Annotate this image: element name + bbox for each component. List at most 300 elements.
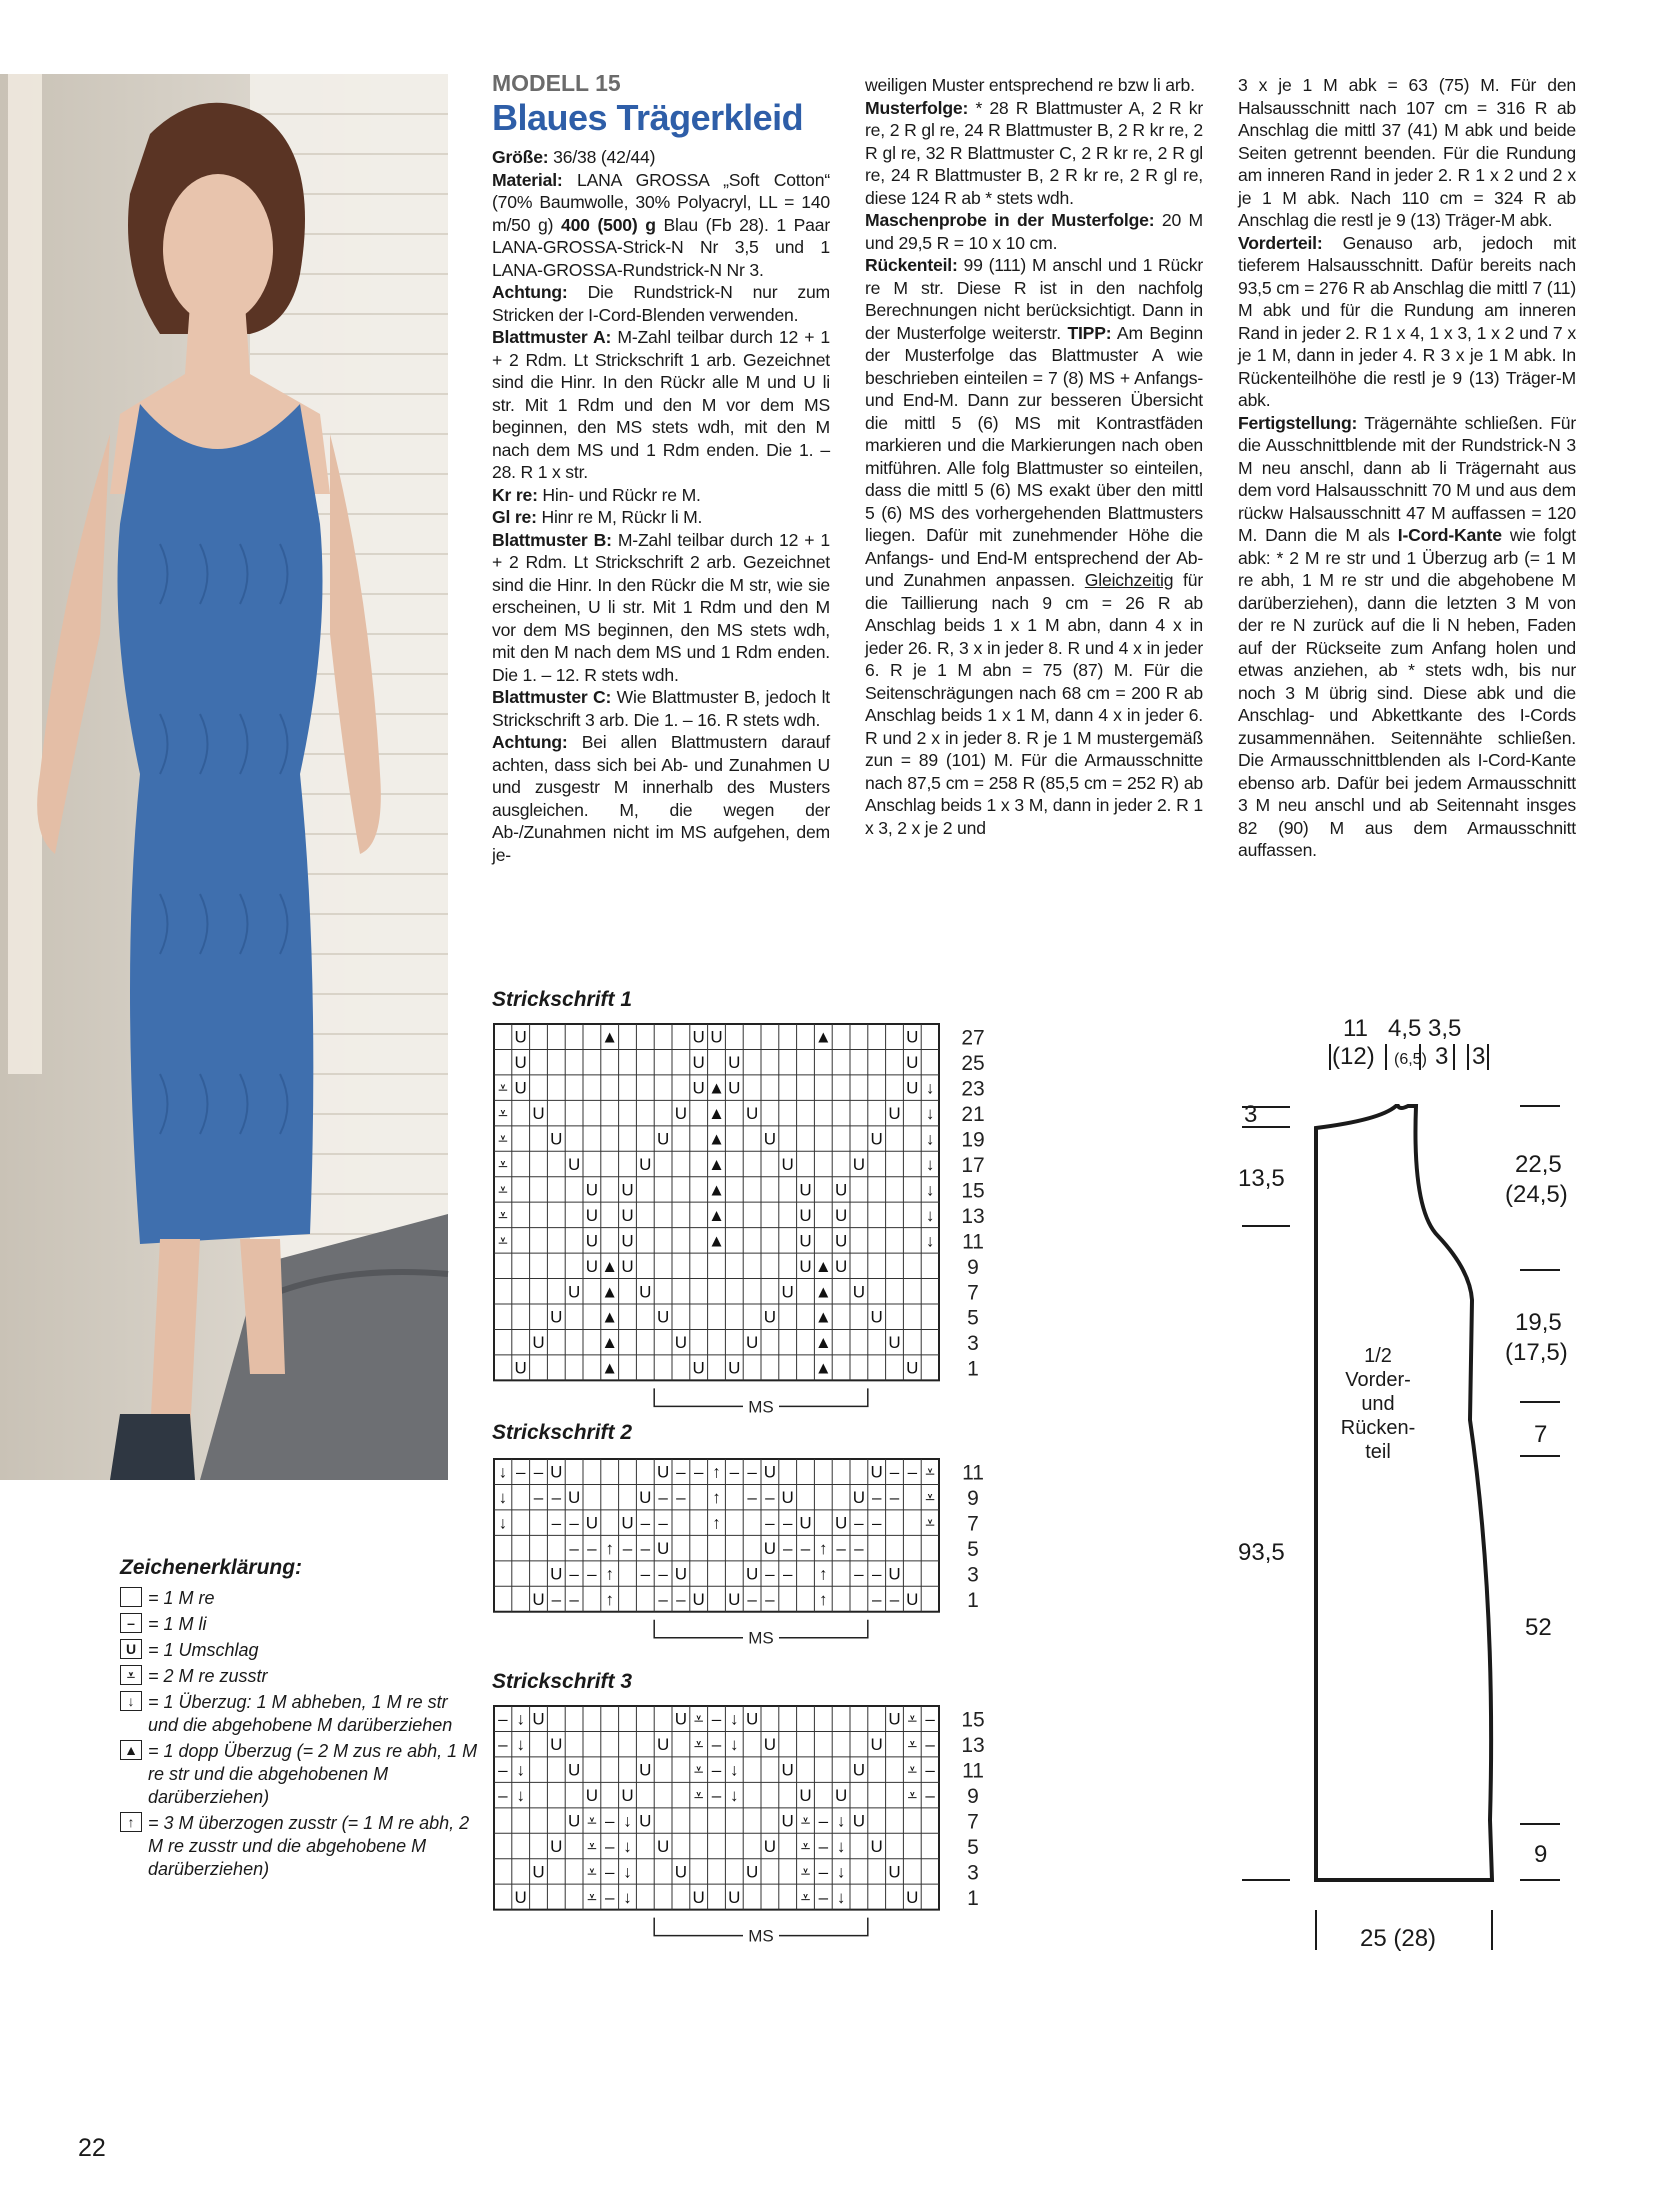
ms-label: MS xyxy=(748,1628,774,1648)
chart-symbol: – xyxy=(658,1513,668,1533)
chart-symbol: ↓ xyxy=(516,1735,525,1755)
chart-symbol: U xyxy=(745,1862,759,1882)
chart-symbol: ↑ xyxy=(819,1589,828,1609)
chart-symbol: ↑ xyxy=(605,1564,614,1584)
row-number: 5 xyxy=(967,1538,979,1562)
chart-symbol: – xyxy=(747,1488,757,1508)
chart-symbol: – xyxy=(889,1462,900,1482)
chart-symbol: ▲ xyxy=(708,1129,725,1149)
page-number: 22 xyxy=(78,2134,106,2162)
dim-left-3: 3 xyxy=(1244,1101,1258,1128)
dim-top-3: 3,5 xyxy=(1428,1015,1462,1042)
paragraph: Gl re: Hinr re M, Rückr li M. xyxy=(492,507,703,527)
chart-symbol: U xyxy=(585,1256,599,1276)
chart-symbol: U xyxy=(639,1154,652,1174)
chart-symbol: – xyxy=(658,1488,668,1508)
row-number: 3 xyxy=(967,1563,979,1587)
page-title: Blaues Trägerkleid xyxy=(492,97,804,138)
paragraph: Blattmuster A: M-Zahl teilbar durch 12 + 1 + 2 Rdm. Lt Strickschrift 1 arb. Gezeichnet sind die Hinr. In den Rückr alle M und U li str. Mit 1 Rdm und den M vor dem MS beginnen, den MS stets wdh, mit den M nach dem MS und 1 Rdm enden. Die 1. – 28. R 1 x str. xyxy=(492,327,831,482)
knitting-chart-2 xyxy=(490,1455,1160,1655)
chart-symbol: – xyxy=(747,1462,757,1482)
dash-box-icon: – xyxy=(120,1613,142,1633)
dim-top-2b: (6,5) xyxy=(1394,1051,1427,1068)
row-number: 9 xyxy=(967,1255,979,1279)
knitting-chart-3 xyxy=(490,1702,1160,1952)
chart-symbol: – xyxy=(800,1539,811,1559)
legend-title: Zeichenerklärung: xyxy=(120,1556,303,1579)
chart-symbol: ↓ xyxy=(730,1786,739,1806)
chart-symbol: – xyxy=(604,1811,615,1831)
chart-symbol: – xyxy=(925,1735,935,1755)
dim-top-3c: 3 xyxy=(1472,1043,1486,1070)
chart-symbol: U xyxy=(639,1760,652,1780)
chart-symbol: – xyxy=(711,1709,722,1729)
chart-symbol: U xyxy=(674,1564,688,1584)
chart-symbol: – xyxy=(533,1462,544,1482)
chart-symbol: ↓ xyxy=(836,1862,846,1882)
chart-symbol: ↑ xyxy=(712,1462,721,1482)
chart-symbol: ⩡ xyxy=(498,1205,508,1225)
paragraph: Maschenprobe in der Musterfolge: 20 M und 29,5 R = 10 x 10 cm. xyxy=(865,210,1203,253)
chart-symbol: U xyxy=(728,1887,741,1907)
chart-symbol: U xyxy=(550,1307,563,1327)
chart-symbol: U xyxy=(621,1231,634,1251)
chart-symbol: – xyxy=(765,1488,775,1508)
row-number: 3 xyxy=(967,1332,979,1356)
row-number: 5 xyxy=(967,1306,979,1330)
chart-symbol: ⩡ xyxy=(693,1735,704,1755)
chart-symbol: ↑ xyxy=(819,1539,828,1559)
dim-top-2: 4,5 xyxy=(1388,1015,1422,1042)
dim-bottom: 25 (28) xyxy=(1360,1925,1437,1952)
chart-symbol: – xyxy=(765,1513,775,1533)
chart-symbol: ↓ xyxy=(623,1887,632,1907)
chart-symbol: ▲ xyxy=(708,1104,725,1124)
row-number: 3 xyxy=(967,1861,979,1885)
chart-symbol: ↓ xyxy=(836,1887,846,1907)
chart-symbol: – xyxy=(818,1887,829,1907)
chart-symbol: – xyxy=(569,1589,579,1609)
chart-symbol: U xyxy=(532,1862,545,1882)
chart-symbol: – xyxy=(551,1513,562,1533)
dim-right-195: 19,5 xyxy=(1515,1309,1562,1336)
center-label-1: 1/2 xyxy=(1364,1345,1392,1367)
chart-symbol: – xyxy=(782,1513,793,1533)
chart-symbol: ↓ xyxy=(623,1836,632,1856)
dim-right-52: 52 xyxy=(1525,1614,1552,1641)
chart-symbol: U xyxy=(799,1513,812,1533)
row-number: 15 xyxy=(961,1179,985,1203)
chart-symbol: U xyxy=(621,1786,634,1806)
chart-symbol: ▲ xyxy=(814,1333,832,1353)
chart-symbol: ⩡ xyxy=(587,1887,597,1907)
chart-symbol: – xyxy=(676,1462,686,1482)
chart-symbol: – xyxy=(925,1760,935,1780)
chart-symbol: ▲ xyxy=(601,1333,619,1353)
chart-symbol: U xyxy=(639,1488,652,1508)
down-arrow-icon: ↓ xyxy=(120,1691,142,1711)
chart-symbol: U xyxy=(585,1786,599,1806)
legend-item: – = 1 M li xyxy=(120,1613,480,1636)
chart-symbol: U xyxy=(799,1256,812,1276)
chart-symbol: ↓ xyxy=(925,1129,935,1149)
chart-symbol: – xyxy=(871,1513,882,1533)
chart-symbol: ▲ xyxy=(601,1307,619,1327)
legend-item: ▲ = 1 dopp Überzug (= 2 M zus re abh, 1 M re str und die abgehobenen M darüberziehen) xyxy=(120,1740,480,1809)
up-arrow-icon: ↑ xyxy=(120,1812,142,1832)
chart-symbol: ↓ xyxy=(730,1760,739,1780)
chart-symbol: U xyxy=(567,1760,581,1780)
chart-symbol: ↓ xyxy=(498,1488,508,1508)
chart-symbol: U xyxy=(585,1205,599,1225)
chart-symbol: ↓ xyxy=(623,1811,632,1831)
chart-symbol: U xyxy=(763,1836,777,1856)
chart-symbol: U xyxy=(674,1104,688,1124)
dim-right-245: (24,5) xyxy=(1505,1181,1568,1208)
chart-symbol: ↑ xyxy=(712,1513,721,1533)
chart-symbol: ▲ xyxy=(708,1154,725,1174)
paragraph: weiligen Muster entsprechend re bzw li arb. xyxy=(865,75,1195,95)
center-label-5: teil xyxy=(1365,1441,1391,1463)
legend-item: U = 1 Umschlag xyxy=(120,1639,480,1662)
chart-symbol: – xyxy=(658,1564,668,1584)
chart-symbol: ▲ xyxy=(814,1027,832,1047)
chart-symbol: ⩡ xyxy=(907,1786,918,1806)
chart-symbol: U xyxy=(852,1488,866,1508)
row-number: 9 xyxy=(967,1785,979,1809)
legend-item: ↑ = 3 M überzogen zusstr (= 1 M re abh, 2 M re zusstr und die abgehobene M darüberziehen) xyxy=(120,1812,480,1881)
chart-symbol: ⩡ xyxy=(587,1862,597,1882)
chart-symbol: U xyxy=(834,1231,848,1251)
chart-2-title: Strickschrift 2 xyxy=(492,1421,633,1444)
chart-symbol: ▲ xyxy=(601,1256,619,1276)
chart-symbol: U xyxy=(799,1786,812,1806)
chart-symbol: ↑ xyxy=(605,1539,614,1559)
chart-symbol: U xyxy=(674,1862,688,1882)
chart-symbol: U xyxy=(514,1887,527,1907)
chart-symbol: – xyxy=(818,1836,829,1856)
dim-top-3b: 3 xyxy=(1435,1043,1449,1070)
chart-symbol: – xyxy=(711,1735,722,1755)
row-number: 13 xyxy=(961,1734,985,1758)
chart-symbol: ↓ xyxy=(925,1104,935,1124)
chart-symbol: U xyxy=(710,1027,723,1047)
chart-symbol: U xyxy=(763,1307,777,1327)
chart-symbol: U xyxy=(585,1180,599,1200)
chart-symbol: ▲ xyxy=(814,1282,832,1302)
chart-symbol: ↓ xyxy=(925,1205,935,1225)
chart-symbol: – xyxy=(569,1513,579,1533)
chart-symbol: – xyxy=(889,1488,900,1508)
chart-symbol: ↓ xyxy=(836,1836,846,1856)
chart-symbol: U xyxy=(799,1180,812,1200)
chart-symbol: – xyxy=(889,1589,900,1609)
center-label-4: Rücken- xyxy=(1340,1417,1416,1439)
chart-symbol: U xyxy=(550,1564,563,1584)
chart-symbol: U xyxy=(781,1811,794,1831)
chart-symbol: ⩡ xyxy=(907,1760,918,1780)
chart-symbol: U xyxy=(728,1589,741,1609)
chart-symbol: U xyxy=(692,1589,705,1609)
chart-symbol: – xyxy=(854,1513,864,1533)
chart-symbol: U xyxy=(514,1053,527,1073)
chart-symbol: ↑ xyxy=(712,1488,721,1508)
chart-symbol: U xyxy=(656,1129,670,1149)
row-number: 21 xyxy=(961,1103,985,1127)
center-label-2: Vorder- xyxy=(1345,1369,1411,1391)
chart-symbol: U xyxy=(621,1180,634,1200)
chart-symbol: – xyxy=(569,1564,579,1584)
chart-symbol: ▲ xyxy=(814,1358,832,1378)
center-label-3: und xyxy=(1361,1393,1395,1415)
chart-symbol: ⩡ xyxy=(800,1887,811,1907)
chart-symbol: U xyxy=(621,1256,634,1276)
chart-symbol: – xyxy=(782,1539,793,1559)
chart-symbol: U xyxy=(888,1104,901,1124)
chart-symbol: U xyxy=(585,1231,599,1251)
chart-symbol: – xyxy=(604,1862,615,1882)
chart-symbol: U xyxy=(674,1709,688,1729)
dim-left-135: 13,5 xyxy=(1238,1165,1285,1192)
paragraph: Vorderteil: Genauso arb, jedoch mit tieferem Halsausschnitt. Dafür bereits nach 93,5 cm = 276 R ab Anschlag die mittl 7 (11) M abk und für die Rundung am inneren Rand in jeder 2. R 1 x 4, 1 x 3, 1 x 2 und 7 x je 1 M, dann in jeder 4. R 3 x je 1 M abk. In Rückenteilhöhe die restl je 9 (13) Träger-M abk. xyxy=(1238,232,1576,410)
chart-symbol: U xyxy=(781,1488,794,1508)
dim-right-225: 22,5 xyxy=(1515,1151,1562,1178)
text-column-1 xyxy=(492,70,830,866)
chart-symbol: U xyxy=(656,1836,670,1856)
chart-symbol: – xyxy=(765,1564,775,1584)
chart-symbol: U xyxy=(906,1358,919,1378)
chart-symbol: ▲ xyxy=(601,1282,619,1302)
chart-symbol: U xyxy=(692,1887,705,1907)
chart-symbol: U xyxy=(834,1256,848,1276)
chart-symbol: ⩡ xyxy=(907,1735,918,1755)
legend xyxy=(120,1556,480,1884)
u-box-icon: U xyxy=(120,1639,142,1659)
chart-symbol: U xyxy=(745,1104,759,1124)
chart-symbol: U xyxy=(550,1836,563,1856)
chart-symbol: – xyxy=(925,1786,935,1806)
paragraph: Größe: 36/38 (42/44) xyxy=(492,147,656,167)
modell-label: MODELL 15 xyxy=(492,70,621,96)
chart-symbol: U xyxy=(781,1282,794,1302)
chart-symbol: – xyxy=(782,1564,793,1584)
chart-symbol: – xyxy=(569,1539,579,1559)
chart-symbol: ↓ xyxy=(925,1154,935,1174)
chart-symbol: U xyxy=(852,1282,866,1302)
chart-symbol: – xyxy=(551,1488,562,1508)
chart-symbol: – xyxy=(711,1786,722,1806)
chart-symbol: U xyxy=(834,1180,848,1200)
chart-symbol: U xyxy=(674,1333,688,1353)
chart-3-title: Strickschrift 3 xyxy=(492,1670,633,1693)
chart-symbol: ⩡ xyxy=(800,1836,811,1856)
chart-symbol: U xyxy=(567,1154,581,1174)
chart-symbol: U xyxy=(852,1154,866,1174)
chart-symbol: U xyxy=(834,1205,848,1225)
chart-symbol: – xyxy=(729,1462,740,1482)
chart-symbol: – xyxy=(854,1539,864,1559)
chart-symbol: ▲ xyxy=(708,1180,725,1200)
row-number: 23 xyxy=(961,1077,985,1101)
chart-symbol: ⩡ xyxy=(925,1462,935,1482)
ms-label: MS xyxy=(748,1397,774,1417)
chart-symbol: U xyxy=(888,1862,901,1882)
chart-symbol: U xyxy=(514,1078,527,1098)
chart-symbol: U xyxy=(745,1709,759,1729)
chart-symbol: ⩡ xyxy=(925,1488,935,1508)
chart-symbol: ⩡ xyxy=(587,1836,597,1856)
chart-symbol: U xyxy=(906,1589,919,1609)
garment-schematic xyxy=(1220,1000,1640,1980)
row-number: 5 xyxy=(967,1835,979,1859)
dim-right-9: 9 xyxy=(1534,1841,1548,1868)
row-number: 15 xyxy=(961,1708,985,1732)
chart-symbol: U xyxy=(870,1836,883,1856)
chart-symbol: – xyxy=(658,1589,668,1609)
chart-symbol: U xyxy=(888,1333,901,1353)
chart-symbol: – xyxy=(676,1589,686,1609)
chart-symbol: U xyxy=(514,1027,527,1047)
chart-symbol: U xyxy=(763,1735,777,1755)
chart-symbol: ⩡ xyxy=(498,1154,508,1174)
chart-symbol: ↓ xyxy=(516,1709,525,1729)
chart-symbol: U xyxy=(906,1053,919,1073)
paragraph: Achtung: Die Rundstrick-N nur zum Stricken der I-Cord-Blenden verwenden. xyxy=(492,282,830,325)
chart-symbol: U xyxy=(656,1539,670,1559)
chart-symbol: ▲ xyxy=(814,1307,832,1327)
chart-symbol: U xyxy=(781,1760,794,1780)
chart-symbol: – xyxy=(587,1564,597,1584)
paragraph: Blattmuster C: Wie Blattmuster B, jedoch lt Strickschrift 3 arb. Die 1. – 16. R stets wdh. xyxy=(492,687,830,730)
chart-symbol: – xyxy=(498,1735,508,1755)
chart-symbol: ↓ xyxy=(623,1862,632,1882)
chart-symbol: – xyxy=(604,1836,615,1856)
dim-top-1: 11 xyxy=(1343,1015,1368,1042)
chart-symbol: ↑ xyxy=(819,1564,828,1584)
row-number: 9 xyxy=(967,1487,979,1511)
chart-symbol: U xyxy=(799,1205,812,1225)
chart-symbol: – xyxy=(515,1462,526,1482)
chart-symbol: – xyxy=(676,1488,686,1508)
k2tog-icon: ⩡ xyxy=(120,1665,142,1685)
chart-symbol: – xyxy=(765,1589,775,1609)
chart-symbol: U xyxy=(550,1735,563,1755)
paragraph: Blattmuster B: M-Zahl teilbar durch 12 + 1 + 2 Rdm. Lt Strickschrift 2 arb. Gezeichnet sind die Hinr. In den Rückr die M str, wie sie erscheinen, U li str. Mit 1 Rdm und den M vor dem MS beginnen, den MS stets wdh, mit den M nach dem MS und 1 Rdm enden. Die 1. – 12. R stets wdh. xyxy=(492,529,830,685)
chart-symbol: U xyxy=(763,1539,777,1559)
chart-symbol: ⩡ xyxy=(800,1811,811,1831)
paragraph: 3 x je 1 M abk = 63 (75) M. Für den Halsausschnitt nach 107 cm = 316 R ab Anschlag die mittl 37 (41) M abk und beide Seiten getrennt beenden. Für die Rundung am inneren Rand in jeder 2. R 1 x 2 und 2 x je 1 M abk. Nach 110 cm = 324 R ab Anschlag die restl je 9 (13) Träger-M abk. xyxy=(1238,75,1576,230)
row-number: 1 xyxy=(967,1886,979,1910)
chart-symbol: U xyxy=(763,1129,777,1149)
chart-symbol: – xyxy=(925,1709,935,1729)
chart-symbol: U xyxy=(656,1307,670,1327)
chart-symbol: ⩡ xyxy=(498,1180,508,1200)
chart-symbol: U xyxy=(656,1735,670,1755)
chart-symbol: U xyxy=(532,1709,545,1729)
chart-symbol: U xyxy=(870,1462,883,1482)
chart-symbol: U xyxy=(567,1811,581,1831)
row-number: 1 xyxy=(967,1588,979,1612)
chart-symbol: ⩡ xyxy=(498,1078,508,1098)
chart-symbol: U xyxy=(692,1078,705,1098)
chart-symbol: – xyxy=(498,1709,508,1729)
chart-symbol: U xyxy=(692,1358,705,1378)
legend-item: = 1 M re xyxy=(120,1587,480,1610)
chart-symbol: ▲ xyxy=(708,1231,725,1251)
row-number: 13 xyxy=(961,1204,985,1228)
paragraph: Achtung: Bei allen Blattmustern darauf achten, dass sich bei Ab- und Zunahmen U und zusgestr M innerhalb des Musters ausgleichen. M, die wegen der Ab-/Zunahmen nicht im MS aufgehen, dem je- xyxy=(492,732,830,865)
row-number: 11 xyxy=(962,1759,984,1783)
chart-symbol: ▲ xyxy=(708,1205,725,1225)
legend-item: ⩡ = 2 M re zusstr xyxy=(120,1665,480,1688)
chart-symbol: U xyxy=(639,1811,652,1831)
chart-symbol: ↓ xyxy=(925,1231,935,1251)
chart-symbol: U xyxy=(852,1760,866,1780)
chart-symbol: ↓ xyxy=(516,1760,525,1780)
chart-symbol: ⩡ xyxy=(693,1760,704,1780)
paragraph: Fertigstellung: Trägernähte schließen. Für die Ausschnittblende mit der Rundstrick-N 3 M neu anschl, dann ab li Trägernaht aus dem vord Halsausschnitt 70 M und aus dem rückw Halsausschnitt 47 M auffassen = 120 M. Dann die M als I-Cord-Kante wie folgt abk: * 2 M re str und 1 Überzug arb (= 1 M re abh, 1 M re str und die abgehobene M darüberziehen), dann die letzten 3 M von der re N zurück auf die li N heben, Faden auf der Rückseite zum Anfang holen und etwas anziehen, ab * stets wdh, bis nur noch 3 M übrig sind. Diese abk und die Anschlag- und Abkettkante des I-Cords zusammennähen. Seitennähte schließen. Die Armausschnittblenden als I-Cord-Kante ebenso arb. Dafür bei jedem Armausschnitt 3 M neu anschl und ab Seitennaht insges 82 (90) M aus dem Armausschnitt auffassen. xyxy=(1238,412,1576,860)
row-number: 1 xyxy=(967,1357,979,1381)
chart-symbol: ↓ xyxy=(730,1735,739,1755)
chart-symbol: ↑ xyxy=(605,1589,614,1609)
chart-symbol: U xyxy=(799,1231,812,1251)
chart-symbol: U xyxy=(728,1078,741,1098)
chart-symbol: U xyxy=(745,1333,759,1353)
chart-symbol: U xyxy=(621,1205,634,1225)
chart-symbol: U xyxy=(906,1027,919,1047)
row-number: 27 xyxy=(961,1026,985,1050)
chart-symbol: U xyxy=(621,1513,634,1533)
chart-symbol: ⩡ xyxy=(907,1709,918,1729)
chart-symbol: U xyxy=(514,1358,527,1378)
dim-right-175: (17,5) xyxy=(1505,1339,1568,1366)
empty-box-icon xyxy=(120,1587,142,1607)
text-column-3 xyxy=(1238,74,1576,862)
chart-symbol: U xyxy=(532,1333,545,1353)
chart-symbol: ⩡ xyxy=(800,1862,811,1882)
chart-symbol: ⩡ xyxy=(498,1129,508,1149)
chart-symbol: U xyxy=(834,1513,848,1533)
row-number: 11 xyxy=(962,1230,984,1254)
chart-symbol: – xyxy=(871,1564,882,1584)
chart-symbol: – xyxy=(640,1513,651,1533)
chart-symbol: U xyxy=(906,1078,919,1098)
chart-symbol: – xyxy=(587,1539,597,1559)
chart-1-title: Strickschrift 1 xyxy=(492,988,633,1011)
chart-symbol: – xyxy=(818,1811,829,1831)
ms-label: MS xyxy=(748,1926,774,1946)
chart-symbol: U xyxy=(870,1307,883,1327)
chart-symbol: U xyxy=(870,1735,883,1755)
chart-symbol: ↓ xyxy=(516,1786,525,1806)
dim-left-935: 93,5 xyxy=(1238,1539,1285,1566)
chart-symbol: U xyxy=(834,1786,848,1806)
chart-symbol: – xyxy=(907,1462,918,1482)
chart-symbol: – xyxy=(640,1564,651,1584)
chart-symbol: U xyxy=(781,1154,794,1174)
chart-symbol: – xyxy=(551,1589,562,1609)
chart-symbol: ▲ xyxy=(814,1256,832,1276)
dim-right-7: 7 xyxy=(1534,1421,1548,1448)
chart-symbol: – xyxy=(640,1539,651,1559)
knitting-chart-1 xyxy=(490,1020,1160,1417)
chart-symbol: ↓ xyxy=(730,1709,739,1729)
text-column-2 xyxy=(865,74,1203,839)
chart-symbol: – xyxy=(622,1539,633,1559)
chart-symbol: – xyxy=(818,1862,829,1882)
chart-symbol: U xyxy=(888,1564,901,1584)
chart-symbol: ▲ xyxy=(601,1027,619,1047)
